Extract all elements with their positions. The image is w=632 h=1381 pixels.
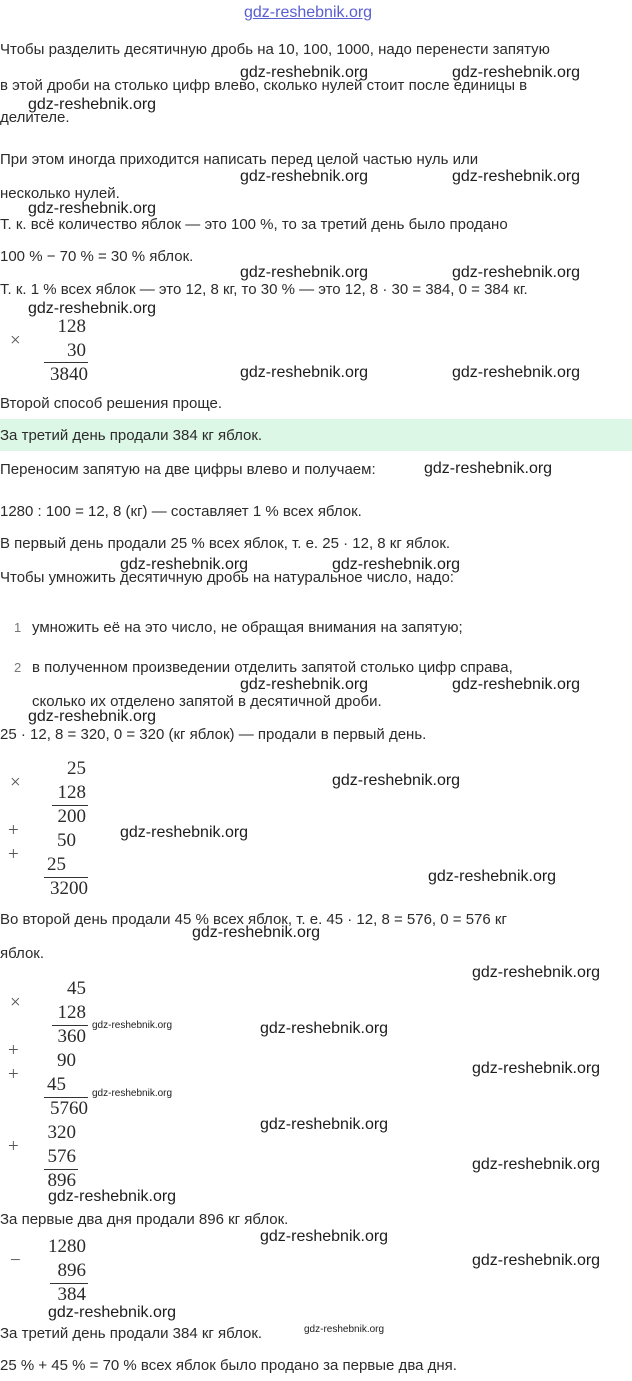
calc-number: 25 (47, 854, 66, 875)
text-line: делителе. (0, 109, 70, 126)
watermark: gdz-reshebnik.org (428, 868, 557, 885)
calc-number: 30 (67, 340, 86, 361)
text-line: Т. к. всё количество яблок — это 100 %, то за третий день было продано (0, 216, 508, 233)
watermark: gdz-reshebnik.org (28, 300, 157, 317)
calc-number: 1280 (48, 1236, 86, 1257)
watermark: gdz-reshebnik.org (452, 264, 581, 281)
calc-number: 128 (57, 1002, 86, 1023)
text-line: 100 % − 70 % = 30 % яблок. (0, 248, 194, 265)
plus-sign: + (8, 844, 19, 865)
calc-result: 5760 (50, 1098, 88, 1119)
calc-number: 128 (57, 782, 86, 803)
watermark: gdz-reshebnik.org (240, 264, 369, 281)
answer-text: За третий день продали 384 кг яблок. (0, 427, 263, 444)
plus-sign: + (8, 1040, 19, 1061)
watermark: gdz-reshebnik.org (304, 1324, 385, 1335)
calc-result: 896 (47, 1170, 76, 1191)
calc-result: 3200 (50, 878, 88, 899)
plus-sign: + (8, 1136, 19, 1157)
text-line: В первый день продали 25 % всех яблок, т. е. 25 · 12, 8 кг яблок. (0, 535, 451, 552)
calc-number: 128 (57, 316, 86, 337)
watermark: gdz-reshebnik.org (452, 64, 581, 81)
text-line: 1280 : 100 = 12, 8 (кг) — составляет 1 % всех яблок. (0, 503, 362, 520)
calc-number: 896 (57, 1260, 86, 1281)
multiply-sign: × (10, 992, 21, 1013)
watermark: gdz-reshebnik.org (472, 1156, 601, 1173)
text-line: За первые два дня продали 896 кг яблок. (0, 1211, 289, 1228)
watermark: gdz-reshebnik.org (452, 676, 581, 693)
calc-number: 360 (57, 1026, 86, 1047)
watermark-top[interactable]: gdz-reshebnik.org (244, 4, 373, 21)
text-line: При этом иногда приходится написать перед целой частью нуль или (0, 151, 479, 168)
calc-result: 3840 (50, 364, 88, 385)
watermark: gdz-reshebnik.org (424, 460, 553, 477)
watermark: gdz-reshebnik.org (192, 924, 321, 941)
text-line: Чтобы разделить десятичную дробь на 10, 100, 1000, надо перенести запятую (0, 41, 550, 58)
watermark: gdz-reshebnik.org (240, 364, 369, 381)
watermark: gdz-reshebnik.org (120, 556, 249, 573)
calc-number: 576 (47, 1146, 76, 1167)
text-line: 25 · 12, 8 = 320, 0 = 320 (кг яблок) — продали в первый день. (0, 726, 427, 743)
watermark: gdz-reshebnik.org (48, 1188, 177, 1205)
text-line: Переносим запятую на две цифры влево и получаем: (0, 461, 376, 478)
text-line: 25 % + 45 % = 70 % всех яблок было продано за первые два дня. (0, 1357, 457, 1374)
text-line: в этой дроби на столько цифр влево, сколько нулей стоит после единицы в (0, 77, 528, 94)
watermark: gdz-reshebnik.org (240, 676, 369, 693)
multiply-sign: × (10, 330, 21, 351)
text-line: За третий день продали 384 кг яблок. (0, 1325, 263, 1342)
watermark: gdz-reshebnik.org (28, 200, 157, 217)
watermark: gdz-reshebnik.org (260, 1228, 389, 1245)
list-number: 2 (14, 660, 22, 675)
calc-number: 45 (47, 1074, 66, 1095)
list-item: умножить её на это число, не обращая внимания на запятую; (32, 619, 463, 636)
watermark: gdz-reshebnik.org (332, 772, 461, 789)
watermark: gdz-reshebnik.org (240, 64, 369, 81)
text-line: Во второй день продали 45 % всех яблок, т. е. 45 · 12, 8 = 576, 0 = 576 кг (0, 911, 507, 928)
list-item: сколько их отделено запятой в десятичной дроби. (32, 693, 382, 710)
text-line: Чтобы умножить десятичную дробь на натуральное число, надо: (0, 569, 454, 586)
watermark: gdz-reshebnik.org (332, 556, 461, 573)
plus-sign: + (8, 1064, 19, 1085)
text-line: Второй способ решения проще. (0, 395, 223, 412)
watermark: gdz-reshebnik.org (260, 1116, 389, 1133)
calc-number: 200 (57, 806, 86, 827)
watermark: gdz-reshebnik.org (92, 1088, 173, 1099)
watermark: gdz-reshebnik.org (28, 708, 157, 725)
watermark: gdz-reshebnik.org (92, 1020, 173, 1031)
watermark: gdz-reshebnik.org (28, 96, 157, 113)
watermark: gdz-reshebnik.org (472, 964, 601, 981)
watermark: gdz-reshebnik.org (472, 1060, 601, 1077)
calc-number: 25 (67, 758, 86, 779)
watermark: gdz-reshebnik.org (260, 1020, 389, 1037)
calc-number: 50 (57, 830, 76, 851)
calc-number: 90 (57, 1050, 76, 1071)
list-number: 1 (14, 620, 22, 635)
multiply-sign: × (10, 772, 21, 793)
watermark: gdz-reshebnik.org (48, 1304, 177, 1321)
minus-sign: − (10, 1250, 21, 1271)
text-line: несколько нулей. (0, 185, 120, 202)
plus-sign: + (8, 820, 19, 841)
watermark: gdz-reshebnik.org (452, 168, 581, 185)
calc-number: 320 (47, 1122, 76, 1143)
watermark: gdz-reshebnik.org (452, 364, 581, 381)
calc-rule (44, 362, 88, 363)
calc-result: 384 (57, 1284, 86, 1305)
list-item: в полученном произведении отделить запятой столько цифр справа, (32, 659, 513, 676)
watermark: gdz-reshebnik.org (120, 824, 249, 841)
text-line: Т. к. 1 % всех яблок — это 12, 8 кг, то 30 % — это 12, 8 · 30 = 384, 0 = 384 кг. (0, 281, 528, 298)
calc-number: 45 (67, 978, 86, 999)
watermark: gdz-reshebnik.org (472, 1252, 601, 1269)
text-line: яблок. (0, 945, 45, 962)
watermark: gdz-reshebnik.org (240, 168, 369, 185)
